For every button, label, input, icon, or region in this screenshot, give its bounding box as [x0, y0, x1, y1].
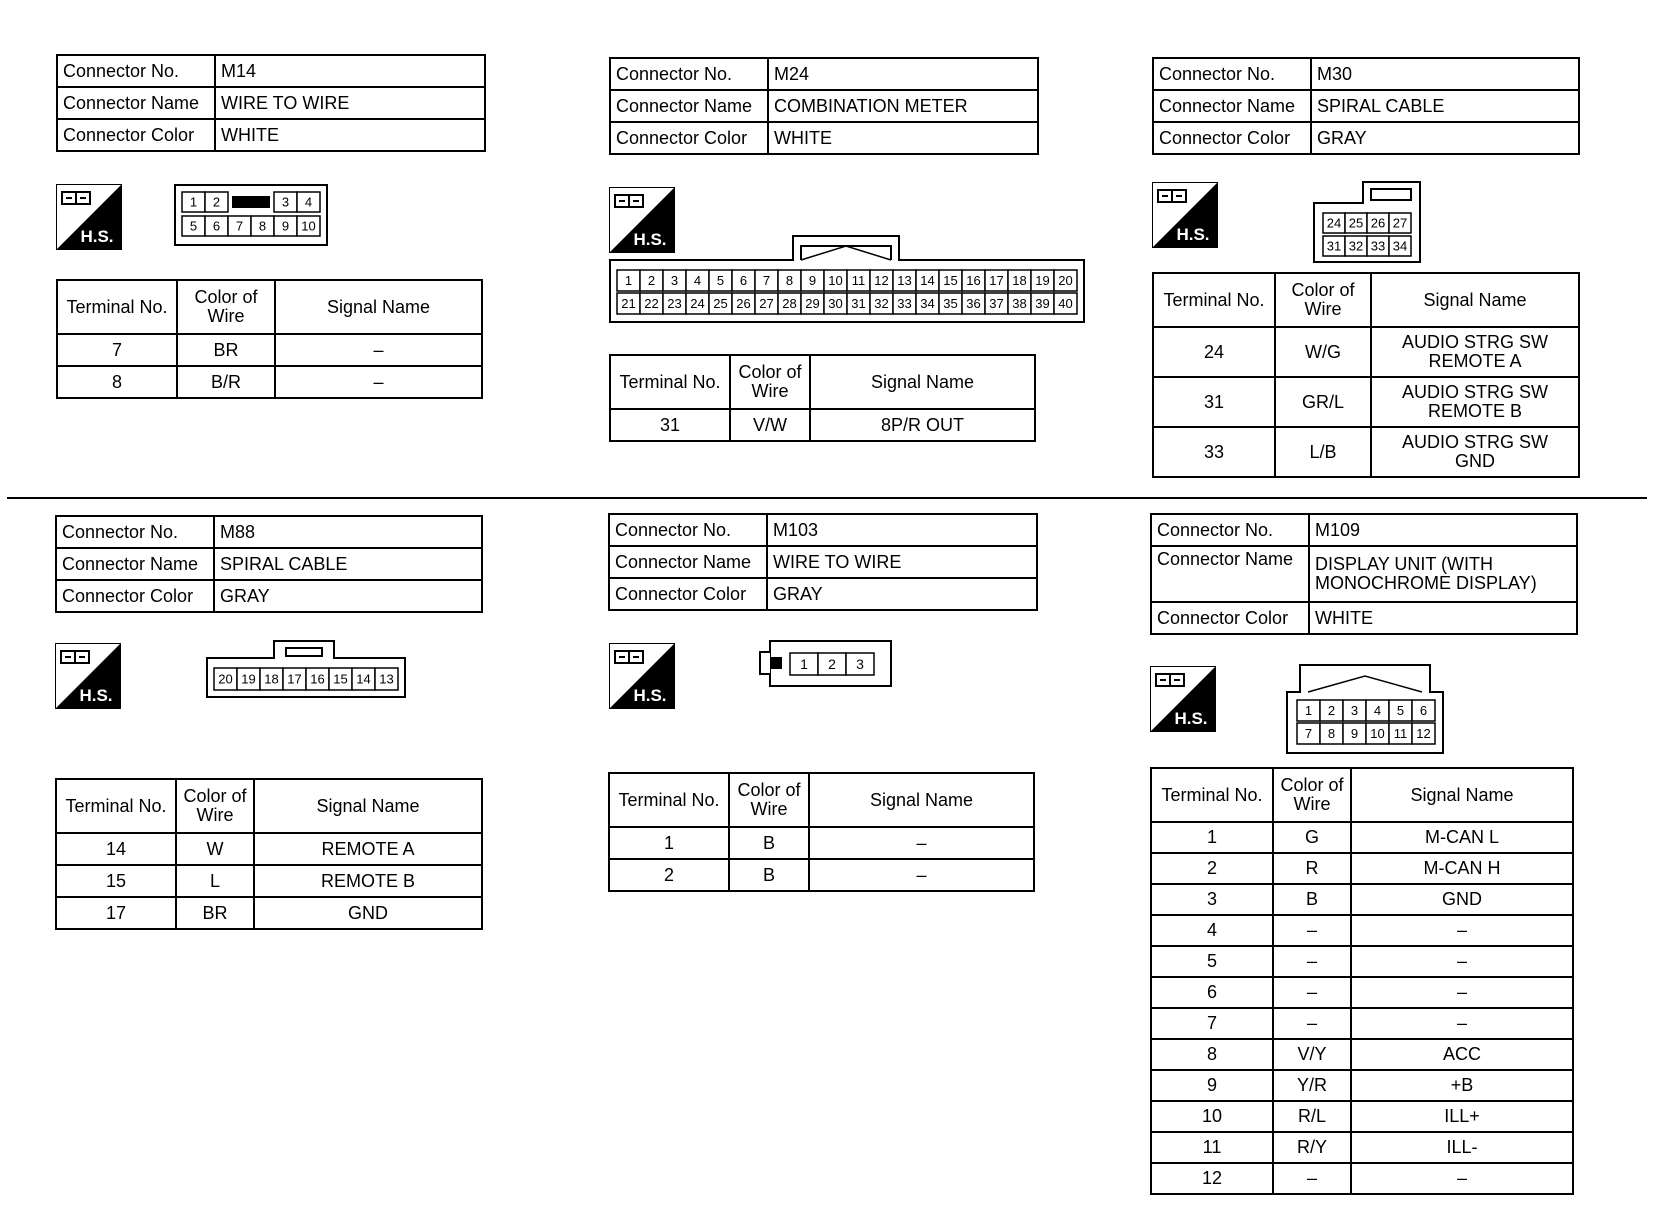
header-color-of-wire: Color of Wire	[177, 280, 275, 334]
pin-label: 16	[966, 273, 981, 289]
table-row: 9 Y/R +B	[1151, 1070, 1573, 1101]
header-color-of-wire: Color of Wire	[1275, 273, 1371, 327]
pin-label: 5	[716, 273, 725, 289]
label-connector-color: Connector Color	[609, 578, 767, 610]
pin-label: 7	[235, 218, 244, 234]
label-connector-no: Connector No.	[57, 55, 215, 87]
connector-info-m30	[1152, 57, 1580, 155]
table-row: 2 B –	[609, 859, 1034, 891]
terminal-table-m103	[608, 772, 1035, 892]
header-terminal-no: Terminal No.	[609, 773, 729, 827]
pin-label: 15	[943, 273, 958, 289]
pin-label: 1	[189, 194, 198, 210]
pin-label: 30	[828, 296, 843, 312]
connector-no-value: M88	[214, 516, 482, 548]
connector-color-value: GRAY	[214, 580, 482, 612]
pin-label: 4	[693, 273, 702, 289]
pin-label: 34	[920, 296, 935, 312]
table-row: 1 B –	[609, 827, 1034, 859]
pin-label: 33	[1370, 238, 1386, 254]
header-color-of-wire: Color of Wire	[1273, 768, 1351, 822]
pin-label: 24	[1326, 215, 1342, 231]
header-terminal-no: Terminal No.	[1153, 273, 1275, 327]
connector-info-m103	[608, 513, 1038, 611]
table-row: 8 V/Y ACC	[1151, 1039, 1573, 1070]
pin-label: 5	[1396, 703, 1405, 719]
pin-label: 23	[667, 296, 682, 312]
pin-label: 4	[1373, 703, 1382, 719]
connector-diagram-m30	[1313, 181, 1421, 263]
pin-label: 36	[966, 296, 981, 312]
svg-text:H.S.: H.S.	[633, 230, 667, 249]
header-signal-name: Signal Name	[810, 355, 1035, 409]
pin-label: 1	[1304, 703, 1313, 719]
label-connector-color: Connector Color	[56, 580, 214, 612]
terminal-table-m30	[1152, 272, 1580, 478]
connector-name-value: WIRE TO WIRE	[767, 546, 1037, 578]
connector-color-value: WHITE	[215, 119, 485, 151]
label-connector-name: Connector Name	[1151, 546, 1309, 602]
table-row: 4 – –	[1151, 915, 1573, 946]
pin-label: 25	[1348, 215, 1364, 231]
header-terminal-no: Terminal No.	[57, 280, 177, 334]
header-color-of-wire: Color of Wire	[730, 355, 810, 409]
header-terminal-no: Terminal No.	[1151, 768, 1273, 822]
terminal-table-m24	[609, 354, 1036, 442]
pin-label: 27	[759, 296, 774, 312]
section-divider	[7, 497, 1647, 499]
pin-label: 35	[943, 296, 958, 312]
pin-label: 3	[670, 273, 679, 289]
pin-label: 11	[851, 273, 866, 289]
label-connector-no: Connector No.	[610, 58, 768, 90]
pin-label: 33	[897, 296, 912, 312]
connector-info-m109	[1150, 513, 1578, 635]
connector-info-m14	[56, 54, 486, 152]
connector-no-value: M14	[215, 55, 485, 87]
pin-label: 40	[1058, 296, 1073, 312]
label-connector-color: Connector Color	[610, 122, 768, 154]
pin-label: 29	[805, 296, 820, 312]
connector-diagram-m24	[609, 234, 1085, 324]
pin-label: 10	[301, 218, 316, 234]
connector-name-value: WIRE TO WIRE	[215, 87, 485, 119]
pin-label: 31	[851, 296, 866, 312]
pin-label: 25	[713, 296, 728, 312]
header-signal-name: Signal Name	[1371, 273, 1579, 327]
connector-no-value: M30	[1311, 58, 1579, 90]
pin-label: 18	[1012, 273, 1027, 289]
connector-name-value: COMBINATION METER	[768, 90, 1038, 122]
connector-diagram-m88	[206, 640, 406, 698]
connector-color-value: GRAY	[1311, 122, 1579, 154]
pin-label: 3	[1350, 703, 1359, 719]
header-color-of-wire: Color of Wire	[176, 779, 254, 833]
pin-label: 16	[310, 671, 325, 687]
table-row: 7 BR –	[57, 334, 482, 366]
connector-name-value: SPIRAL CABLE	[214, 548, 482, 580]
pin-label: 32	[1348, 238, 1364, 254]
label-connector-color: Connector Color	[1151, 602, 1309, 634]
connector-name-value: SPIRAL CABLE	[1311, 90, 1579, 122]
pin-label: 26	[736, 296, 751, 312]
pin-label: 6	[1419, 703, 1428, 719]
pin-label: 18	[264, 671, 279, 687]
pin-label: 34	[1392, 238, 1408, 254]
table-row: 17 BR GND	[56, 897, 482, 929]
pin-label: 3	[281, 194, 290, 210]
pin-label: 15	[333, 671, 348, 687]
table-row: 11 R/Y ILL-	[1151, 1132, 1573, 1163]
pin-label: 19	[1035, 273, 1050, 289]
table-row: 24 W/G AUDIO STRG SW REMOTE A	[1153, 327, 1579, 377]
pin-label: 2	[212, 194, 221, 210]
label-connector-name: Connector Name	[609, 546, 767, 578]
label-connector-name: Connector Name	[56, 548, 214, 580]
connector-no-value: M103	[767, 514, 1037, 546]
hs-icon	[1150, 666, 1216, 732]
connector-diagram-m109	[1286, 664, 1444, 754]
pin-label: 8	[258, 218, 267, 234]
table-row: 14 W REMOTE A	[56, 833, 482, 865]
pin-label: 13	[897, 273, 912, 289]
pin-label: 6	[212, 218, 221, 234]
hs-icon	[56, 184, 122, 250]
pin-label: 14	[920, 273, 935, 289]
pin-label: 26	[1370, 215, 1386, 231]
pin-label: 20	[1058, 273, 1073, 289]
terminal-table-m109	[1150, 767, 1574, 1195]
connector-no-value: M24	[768, 58, 1038, 90]
pin-label: 20	[218, 671, 233, 687]
label-connector-name: Connector Name	[1153, 90, 1311, 122]
pin-label: 22	[644, 296, 659, 312]
pin-label: 31	[1326, 238, 1342, 254]
connector-no-value: M109	[1309, 514, 1577, 546]
label-connector-no: Connector No.	[56, 516, 214, 548]
pin-label: 12	[874, 273, 889, 289]
table-row: 1 G M-CAN L	[1151, 822, 1573, 853]
pin-label: 2	[1327, 703, 1336, 719]
pin-label: 9	[808, 273, 817, 289]
label-connector-color: Connector Color	[1153, 122, 1311, 154]
table-row: 3 B GND	[1151, 884, 1573, 915]
pin-label: 17	[287, 671, 302, 687]
label-connector-no: Connector No.	[1151, 514, 1309, 546]
pin-label: 8	[785, 273, 794, 289]
connector-name-value: DISPLAY UNIT (WITH MONOCHROME DISPLAY)	[1309, 546, 1577, 602]
hs-label: H.S.	[80, 227, 114, 246]
connector-diagram-m14	[174, 184, 328, 246]
header-signal-name: Signal Name	[275, 280, 482, 334]
pin-label: 1	[800, 656, 808, 673]
svg-text:H.S.: H.S.	[633, 686, 667, 705]
connector-info-m88	[55, 515, 483, 613]
table-row: 15 L REMOTE B	[56, 865, 482, 897]
pin-label: 37	[989, 296, 1004, 312]
pin-label: 5	[189, 218, 198, 234]
svg-text:H.S.: H.S.	[1174, 709, 1208, 728]
pin-label: 9	[1350, 726, 1359, 742]
connector-color-value: WHITE	[1309, 602, 1577, 634]
table-row: 2 R M-CAN H	[1151, 853, 1573, 884]
pin-label: 10	[828, 273, 843, 289]
label-connector-color: Connector Color	[57, 119, 215, 151]
pin-label: 7	[762, 273, 771, 289]
table-row: 33 L/B AUDIO STRG SW GND	[1153, 427, 1579, 477]
pin-label: 12	[1416, 726, 1431, 742]
table-row: 5 – –	[1151, 946, 1573, 977]
table-row: 7 – –	[1151, 1008, 1573, 1039]
pin-label: 24	[690, 296, 705, 312]
connector-info-m24	[609, 57, 1039, 155]
pin-label: 10	[1370, 726, 1385, 742]
hs-icon	[55, 643, 121, 709]
pin-label: 28	[782, 296, 797, 312]
label-connector-no: Connector No.	[609, 514, 767, 546]
header-signal-name: Signal Name	[1351, 768, 1573, 822]
label-connector-no: Connector No.	[1153, 58, 1311, 90]
pin-label: 2	[647, 273, 656, 289]
pin-label: 4	[304, 194, 313, 210]
table-row: 10 R/L ILL+	[1151, 1101, 1573, 1132]
pin-label: 8	[1327, 726, 1336, 742]
table-row: 6 – –	[1151, 977, 1573, 1008]
pin-label: 27	[1392, 215, 1408, 231]
connector-diagram-m103	[758, 640, 892, 688]
pin-label: 13	[379, 671, 394, 687]
header-terminal-no: Terminal No.	[56, 779, 176, 833]
pin-label: 1	[624, 273, 633, 289]
connector-color-value: GRAY	[767, 578, 1037, 610]
svg-text:H.S.: H.S.	[1176, 225, 1210, 244]
header-color-of-wire: Color of Wire	[729, 773, 809, 827]
pin-label: 11	[1393, 726, 1408, 742]
pin-label: 6	[739, 273, 748, 289]
header-terminal-no: Terminal No.	[610, 355, 730, 409]
key-block	[232, 196, 270, 208]
pin-label: 7	[1304, 726, 1313, 742]
label-connector-name: Connector Name	[57, 87, 215, 119]
table-row: 31 V/W 8P/R OUT	[610, 409, 1035, 441]
header-signal-name: Signal Name	[254, 779, 482, 833]
pin-label: 38	[1012, 296, 1027, 312]
pin-label: 2	[828, 656, 836, 673]
svg-text:H.S.: H.S.	[79, 686, 113, 705]
table-row: 8 B/R –	[57, 366, 482, 398]
pin-label: 9	[281, 218, 290, 234]
table-row: 12 – –	[1151, 1163, 1573, 1194]
pin-label: 21	[621, 296, 636, 312]
pin-label: 19	[241, 671, 256, 687]
pin-label: 17	[989, 273, 1004, 289]
hs-icon	[609, 643, 675, 709]
pin-label: 14	[356, 671, 371, 687]
hs-icon	[1152, 182, 1218, 248]
pin-label: 39	[1035, 296, 1050, 312]
connector-color-value: WHITE	[768, 122, 1038, 154]
label-connector-name: Connector Name	[610, 90, 768, 122]
terminal-table-m88	[55, 778, 483, 930]
terminal-table-m14	[56, 279, 483, 399]
header-signal-name: Signal Name	[809, 773, 1034, 827]
pin-label: 32	[874, 296, 889, 312]
pin-label: 3	[856, 656, 864, 673]
table-row: 31 GR/L AUDIO STRG SW REMOTE B	[1153, 377, 1579, 427]
